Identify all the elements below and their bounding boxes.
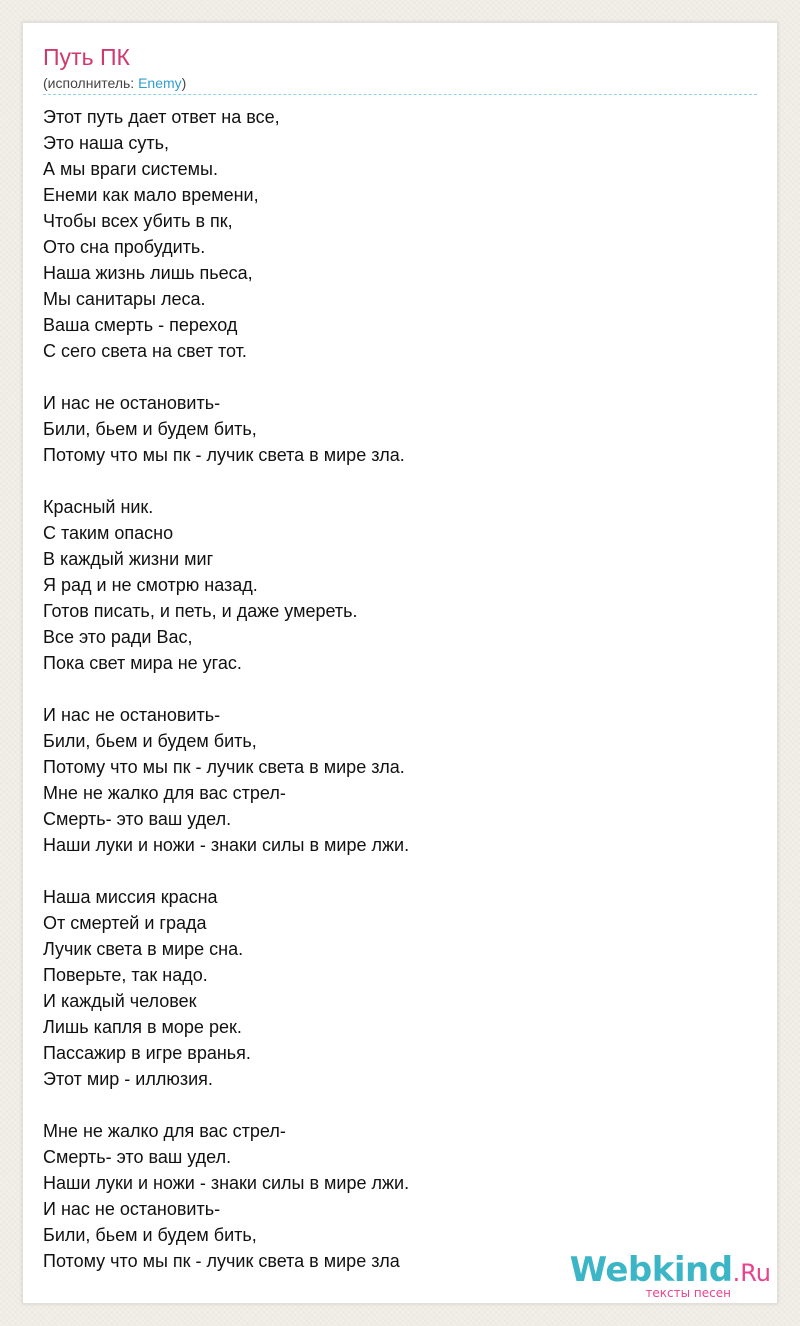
lyrics-line: Мне не жалко для вас стрел- xyxy=(43,1121,286,1141)
lyrics-line: Лишь капля в море рек. xyxy=(43,1017,242,1037)
lyrics-line: Смерть- это ваш удел. xyxy=(43,809,232,829)
lyrics-stanza xyxy=(43,104,409,364)
lyrics-line: Потому что мы пк - лучик света в мире зла. xyxy=(43,757,405,777)
lyrics-line: Потому что мы пк - лучик света в мире зла xyxy=(43,1251,400,1271)
lyrics-line: Ваша смерть - переход xyxy=(43,315,238,335)
lyrics-line: Красный ник. xyxy=(43,497,154,517)
lyrics-line: И нас не остановить- xyxy=(43,1199,221,1219)
lyrics-card xyxy=(22,22,778,1304)
lyrics-line: Наша жизнь лишь пьеса, xyxy=(43,263,253,283)
lyrics-line: Поверьте, так надо. xyxy=(43,965,208,985)
lyrics-line: Енеми как мало времени, xyxy=(43,185,259,205)
lyrics-line: Мы санитары леса. xyxy=(43,289,206,309)
lyrics-line: Это наша суть, xyxy=(43,133,170,153)
title-divider xyxy=(43,94,757,95)
lyrics-line: Я рад и не смотрю назад. xyxy=(43,575,258,595)
artist-line xyxy=(43,74,186,92)
logo-name: Webkind xyxy=(569,1250,733,1290)
lyrics-stanza xyxy=(43,1118,409,1274)
lyrics-line: Чтобы всех убить в пк, xyxy=(43,211,233,231)
song-title: Путь ПК xyxy=(43,44,130,70)
lyrics-line: От смертей и града xyxy=(43,913,207,933)
lyrics-line: Этот путь дает ответ на все, xyxy=(43,107,280,127)
lyrics-line: Ото сна пробудить. xyxy=(43,237,206,257)
lyrics-text xyxy=(43,104,409,1274)
artist-link[interactable]: Enemy xyxy=(138,75,182,91)
lyrics-line: Наша миссия красна xyxy=(43,887,218,907)
lyrics-line: Все это ради Вас, xyxy=(43,627,193,647)
lyrics-stanza xyxy=(43,702,409,858)
artist-suffix: ) xyxy=(181,75,187,91)
lyrics-line: Потому что мы пк - лучик света в мире зла. xyxy=(43,445,405,465)
lyrics-stanza xyxy=(43,390,409,468)
lyrics-line: Били, бьем и будем бить, xyxy=(43,1225,257,1245)
logo-domain: .Ru xyxy=(732,1259,771,1287)
artist-prefix: (исполнитель: xyxy=(43,75,139,91)
lyrics-line: Били, бьем и будем бить, xyxy=(43,419,257,439)
lyrics-line: Этот мир - иллюзия. xyxy=(43,1069,213,1089)
lyrics-line: Готов писать, и петь, и даже умереть. xyxy=(43,601,358,621)
lyrics-line: Били, бьем и будем бить, xyxy=(43,731,257,751)
lyrics-line: Пока свет мира не угас. xyxy=(43,653,242,673)
lyrics-line: Наши луки и ножи - знаки силы в мире лжи. xyxy=(43,1173,410,1193)
lyrics-stanza xyxy=(43,494,409,676)
lyrics-line: С таким опасно xyxy=(43,523,174,543)
lyrics-line: А мы враги системы. xyxy=(43,159,218,179)
lyrics-line: Лучик света в мире сна. xyxy=(43,939,244,959)
lyrics-line: Мне не жалко для вас стрел- xyxy=(43,783,286,803)
logo-tagline: тексты песен xyxy=(645,1286,731,1300)
lyrics-line: С сего света на свет тот. xyxy=(43,341,247,361)
lyrics-line: В каждый жизни миг xyxy=(43,549,214,569)
lyrics-stanza xyxy=(43,884,409,1092)
lyrics-line: Пассажир в игре вранья. xyxy=(43,1043,251,1063)
lyrics-line: И нас не остановить- xyxy=(43,705,221,725)
lyrics-line: Смерть- это ваш удел. xyxy=(43,1147,232,1167)
lyrics-line: Наши луки и ножи - знаки силы в мире лжи. xyxy=(43,835,410,855)
lyrics-line: И каждый человек xyxy=(43,991,197,1011)
webkind-logo[interactable] xyxy=(570,1252,771,1299)
lyrics-line: И нас не остановить- xyxy=(43,393,221,413)
